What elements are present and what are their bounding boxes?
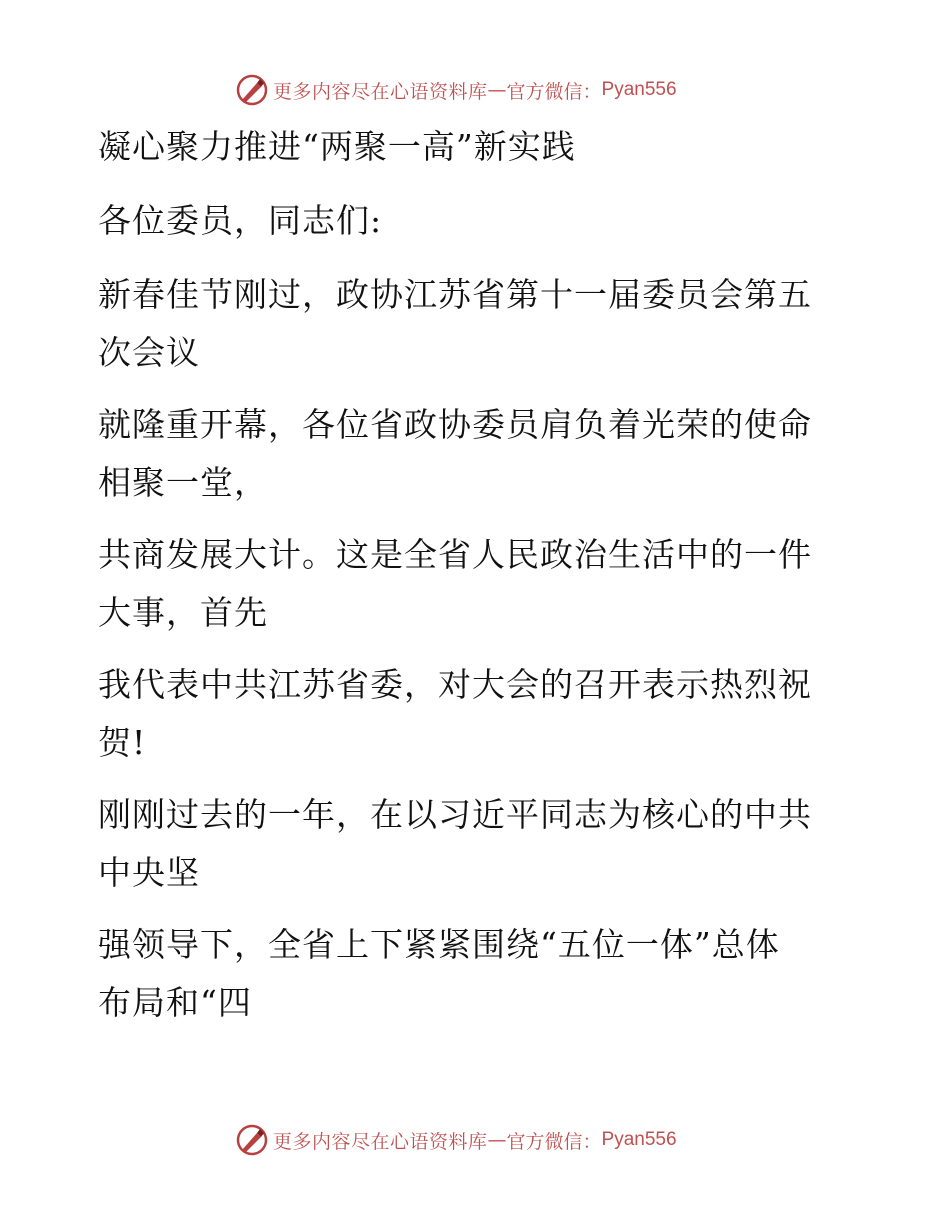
watermark-label: 官方微信： [506,1130,602,1153]
watermark-main-text: 更多内容尽在心语资料库 [273,1130,488,1153]
pen-logo-icon [235,73,269,107]
paragraph-line: 我代表中共江苏省委，对大会的召开表示热烈祝 [98,665,812,704]
paragraph-line: 布局和“四 [98,983,252,1022]
paragraph-line: 相聚一堂， [98,463,268,502]
document-body [98,118,838,1032]
paragraph-line: 共商发展大计。这是全省人民政治生活中的一件 [98,535,812,574]
salutation: 各位委员，同志们: [98,201,383,240]
paragraph-line: 新春佳节刚过，政协江苏省第十一届委员会第五 [98,275,812,314]
pen-logo-icon [235,1123,269,1157]
header-watermark [235,72,677,108]
paragraph-line: 中央坚 [98,853,200,892]
paragraph-line: 就隆重开幕，各位省政协委员肩负着光荣的使命 [98,405,812,444]
paragraph-line: 刚刚过去的一年，在以习近平同志为核心的中共 [98,795,812,834]
paragraph-line: 大事，首先 [98,593,268,632]
watermark-wechat-id: Pyan556 [601,1129,677,1150]
watermark-separator: — [487,79,507,101]
watermark-label: 官方微信： [506,80,602,103]
paragraph-line: 强领导下，全省上下紧紧围绕“五位一体”总体 [98,925,780,964]
watermark-wechat-id: Pyan556 [601,79,677,100]
watermark-separator: — [487,1129,507,1151]
footer-watermark [235,1122,677,1158]
watermark-main-text: 更多内容尽在心语资料库 [273,80,488,103]
paragraph-line: 次会议 [98,333,200,372]
paragraph-line: 贺! [98,723,147,762]
document-title: 凝心聚力推进“两聚一高”新实践 [98,127,576,166]
